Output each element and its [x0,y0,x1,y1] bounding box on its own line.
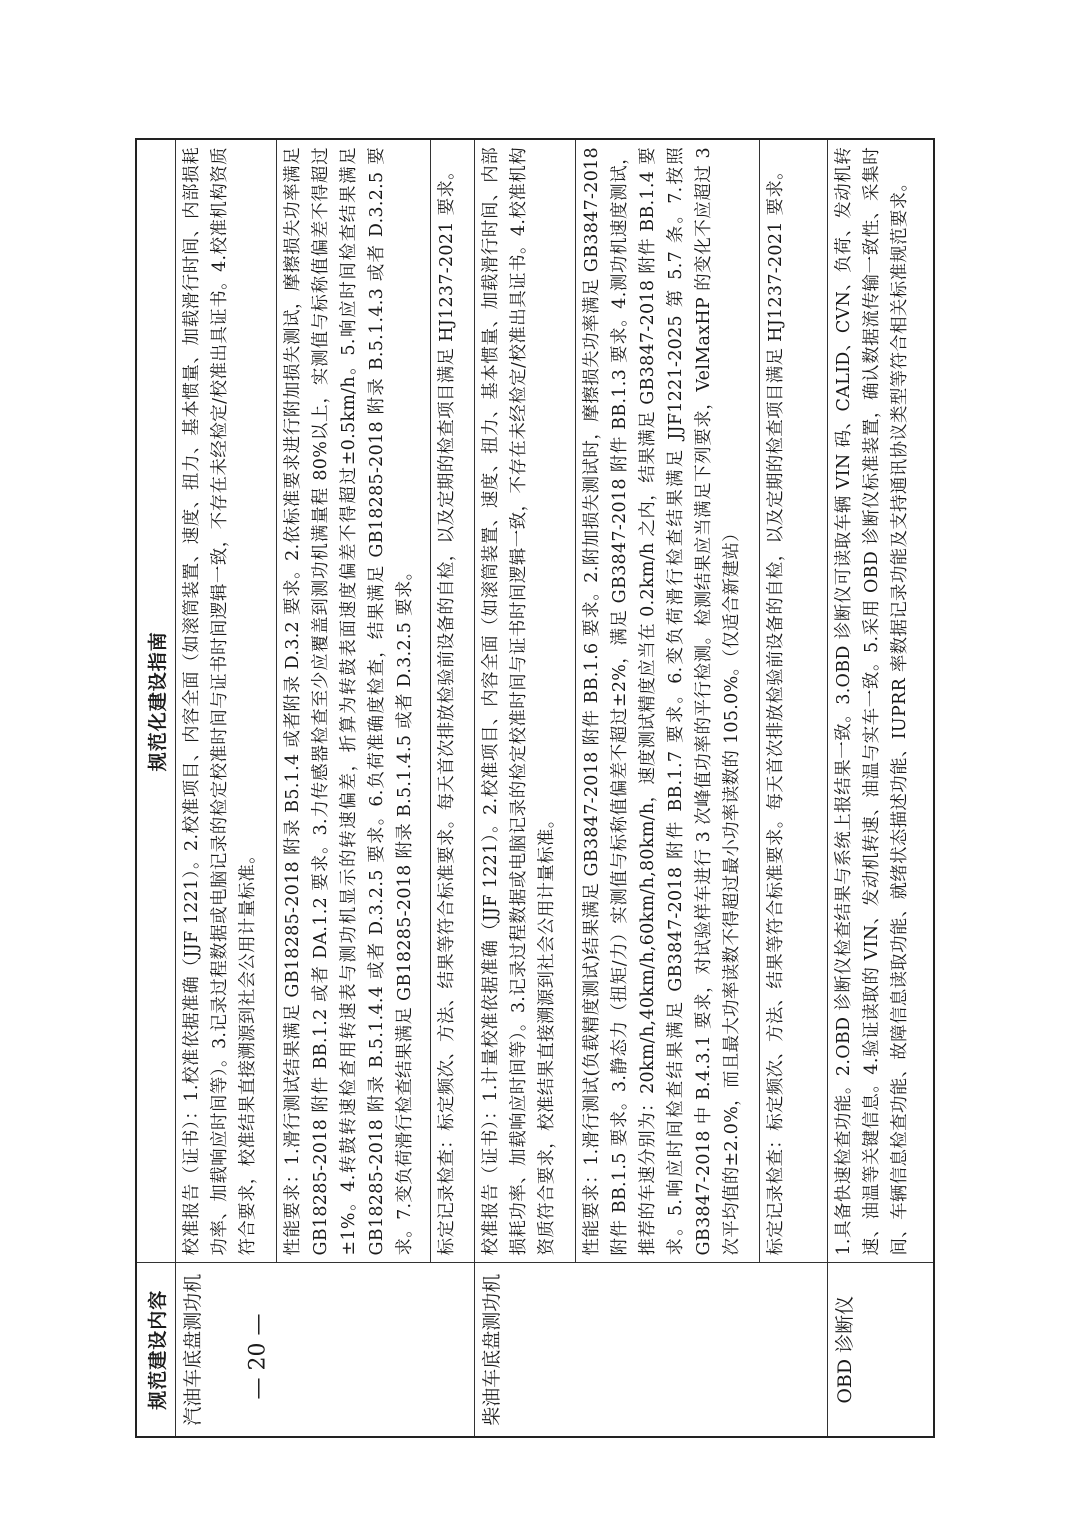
table-row [576,139,760,1437]
table-row [760,139,828,1437]
guide-calibration-report: 校准报告（证书）：1.校准依据准确（JJF 1221）。2.校准项目、内容全面（如滚筒装置、速度、扭力、基本惯量、加载滑行时间、内部损耗功率、加载响应时间等）。3.记录过程数据或电脑记录的检定校准时间与证书时间逻辑一致，不存在未经检定/校准出具证书。4.校准机构资质符合要求，校准结果直接溯源到社会公用计量标准。 [176,139,277,1263]
guide-performance: 性能要求：1.滑行测试结果满足 GB18285-2018 附录 B5.1.4 或者附录 D.3.2 要求。2.依标准要求进行附加损失测试，摩擦损失功率满足 GB18285-2018 附件 BB.1.2 或者 DA.1.2 要求。3.力传感器检查至少应覆盖到测功机满量程 80%以上，实测值与标称值偏差不得超过±1%。4.转鼓转速检查用转速表与测功机显示的转速偏差，折算为转鼓表面速度偏差不得超过±0.5km/h。5.响应时间检查结果满足 GB18285-2018 附录 B.5.1.4.4 或者 D.3.2.5 要求。6.负荷准确度检查，结果满足 GB18285-2018 附录 B.5.1.4.3 或者 D.3.2.5 要求。7.变负荷滑行检查结果满足 GB18285-2018 附录 B.5.1.4.5 或者 D.3.2.5 要求。 [277,139,431,1263]
header-guide-label: 规范化建设指南 [136,139,176,1263]
rotated-page [135,138,925,1438]
row-item-gasoline-dyno: 汽油车底盘测功机 [176,1263,475,1437]
table-row [475,139,576,1437]
page-number-text: — 20 — [245,1313,271,1399]
guide-calibration-record: 标定记录检查：标定频次、方法、结果等符合标准要求。每天首次排放检验前设备的自检，以及定期的检查项目满足 HJ1237-2021 要求。 [760,139,828,1263]
guide-calibration-report: 校准报告（证书）：1.计量校准依据准确（JJF 1221）。2.校准项目、内容全面（如滚筒装置、速度、扭力、基本惯量、加载滑行时间、内部损耗功率、加载响应时间等）。3.记录过程数据或电脑记录的检定校准时间与证书时间逻辑一致，不存在未经检定/校准出具证书。4.校准机构资质符合要求，校准结果直接溯源到社会公用计量标准。 [475,139,576,1263]
guide-performance: 性能要求：1.滑行测试(负载精度测试)结果满足 GB3847-2018 附件 BB.1.6 要求。2.附加损失测试时，摩擦损失功率满足 GB3847-2018 附件 BB.1.5 要求。3.静态力（扭矩/力）实测值与标称值偏差不超过±2%，满足 GB3847-2018 附件 BB.1.3 要求。4.测功机速度测试，推荐的车速分别为：20km/h,40km/h,60km/h,80km/h，速度测试精度应当在 0.2km/h 之内，结果满足 GB3847-2018 附件 BB.1.4 要求。5.响应时间检查结果满足 GB3847-2018 附件 BB.1.7 要求。6.变负荷滑行检查结果满足 JJF1221-2025 第 5.7 条。7.按照 GB3847-2018 中 B.4.3.1 要求，对试验样车进行 3 次峰值功率的平行检测。检测结果应当满足下列要求，VelMaxHP 的变化不应超过 3 次平均值的±2.0%，而且最大功率读数不得超过最小功率读数的 105.0%。（仅适合新建站） [576,139,760,1263]
spec-table [135,138,935,1438]
row-item-obd: OBD 诊断仪 [828,1263,934,1437]
guide-obd: 1.具备快速检查功能。2.OBD 诊断仪检查结果与系统上报结果一致。3.OBD 诊断仪可读取车辆 VIN 码、CALID、CVN、负荷、发动机转速、油温等关键信息。4.验证读取的 VIN、发动机转速、油温与实车一致。5.采用 OBD 诊断仪标准装置，确认数据流传输一致性、采集时间、车辆信息检查功能、故障信息读取功能、就绪状态描述功能、IUPRR 率数据记录功能及支持通讯协议类型等符合相关标准规范要求。 [828,139,934,1263]
table-header-row [136,139,176,1437]
header-item-label: 规范建设内容 [136,1263,176,1437]
table-row [828,139,934,1437]
table-row [431,139,475,1437]
table-row [277,139,431,1437]
row-item-diesel-dyno: 柴油车底盘测功机 [475,1263,828,1437]
page-number [243,1313,273,1399]
guide-calibration-record: 标定记录检查：标定频次、方法、结果等符合标准要求。每天首次排放检验前设备的自检，以及定期的检查项目满足 HJ1237-2021 要求。 [431,139,475,1263]
table-row [176,139,277,1437]
